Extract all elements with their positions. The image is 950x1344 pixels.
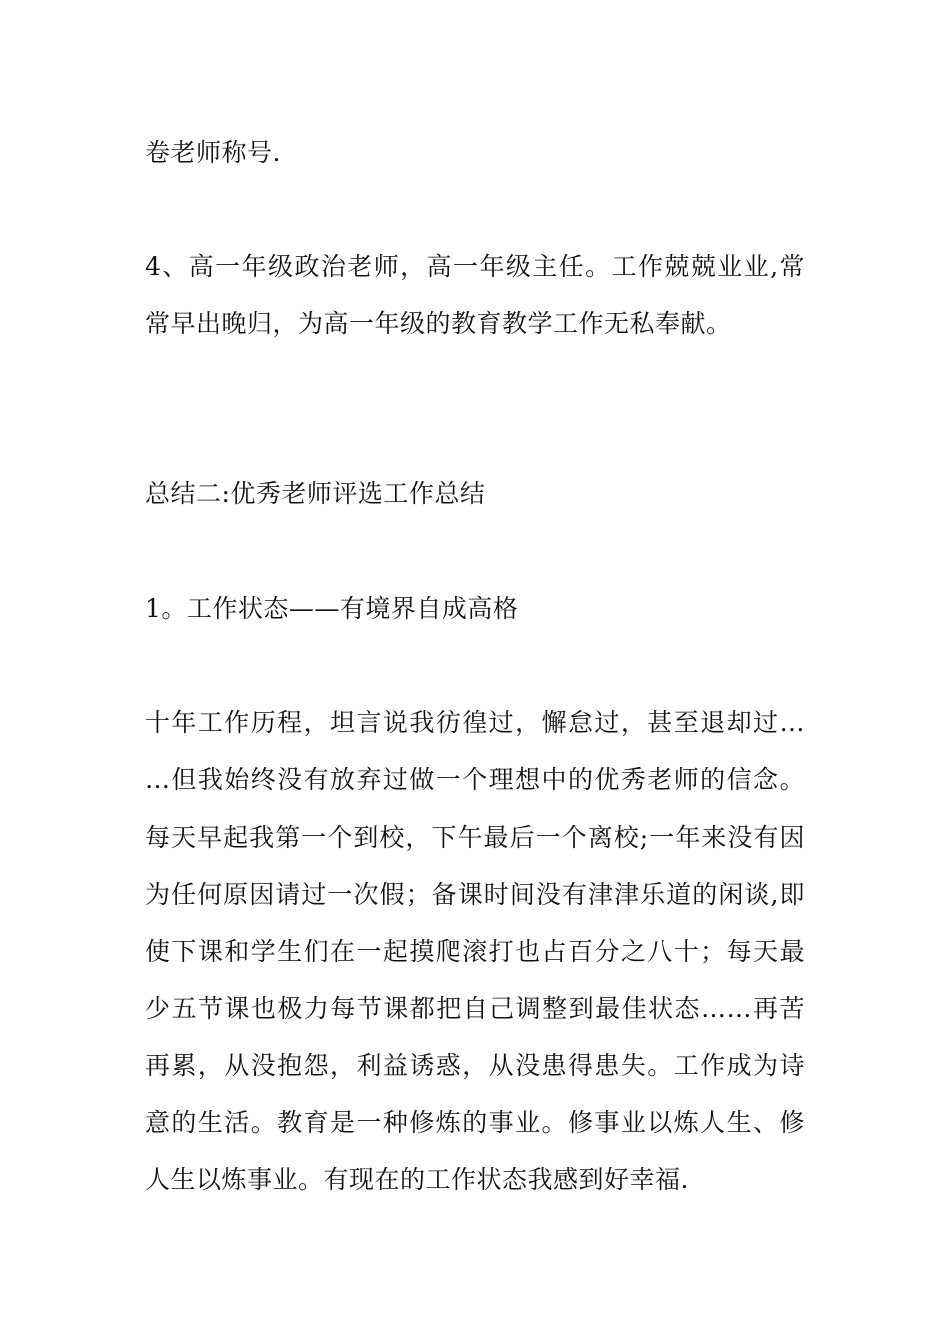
paragraph-line: 十年工作历程，坦言说我彷徨过，懈怠过，甚至退却过… (145, 708, 805, 737)
paragraph-line: 人生以炼事业。有现在的工作状态我感到好幸福. (145, 1165, 689, 1194)
paragraph-line: 少五节课也极力每节课都把自己调整到最佳状态……再苦 (145, 994, 805, 1023)
paragraph-line: 再累，从没抱怨，利益诱惑，从没患得患失。工作成为诗 (145, 1051, 805, 1080)
paragraph-line: 意的生活。教育是一种修炼的事业。修事业以炼人生、修 (145, 1108, 805, 1137)
paragraph-line: …但我始终没有放弃过做一个理想中的优秀老师的信念。 (145, 765, 805, 794)
paragraph-line: 常早出晚归，为高一年级的教育教学工作无私奉献。 (145, 309, 732, 338)
section-heading: 总结二:优秀老师评选工作总结 (145, 479, 486, 508)
paragraph-line: 每天早起我第一个到校，下午最后一个离校;一年来没有因 (145, 823, 805, 852)
paragraph-line: 为任何原因请过一次假；备课时间没有津津乐道的闲谈,即 (145, 880, 805, 909)
section-subheading: 1。工作状态——有境界自成高格 (145, 594, 519, 623)
paragraph-line: 4、高一年级政治老师，高一年级主任。工作兢兢业业,常 (145, 252, 805, 281)
paragraph-line: 卷老师称号. (145, 138, 281, 167)
paragraph-line: 使下课和学生们在一起摸爬滚打也占百分之八十；每天最 (145, 937, 805, 966)
